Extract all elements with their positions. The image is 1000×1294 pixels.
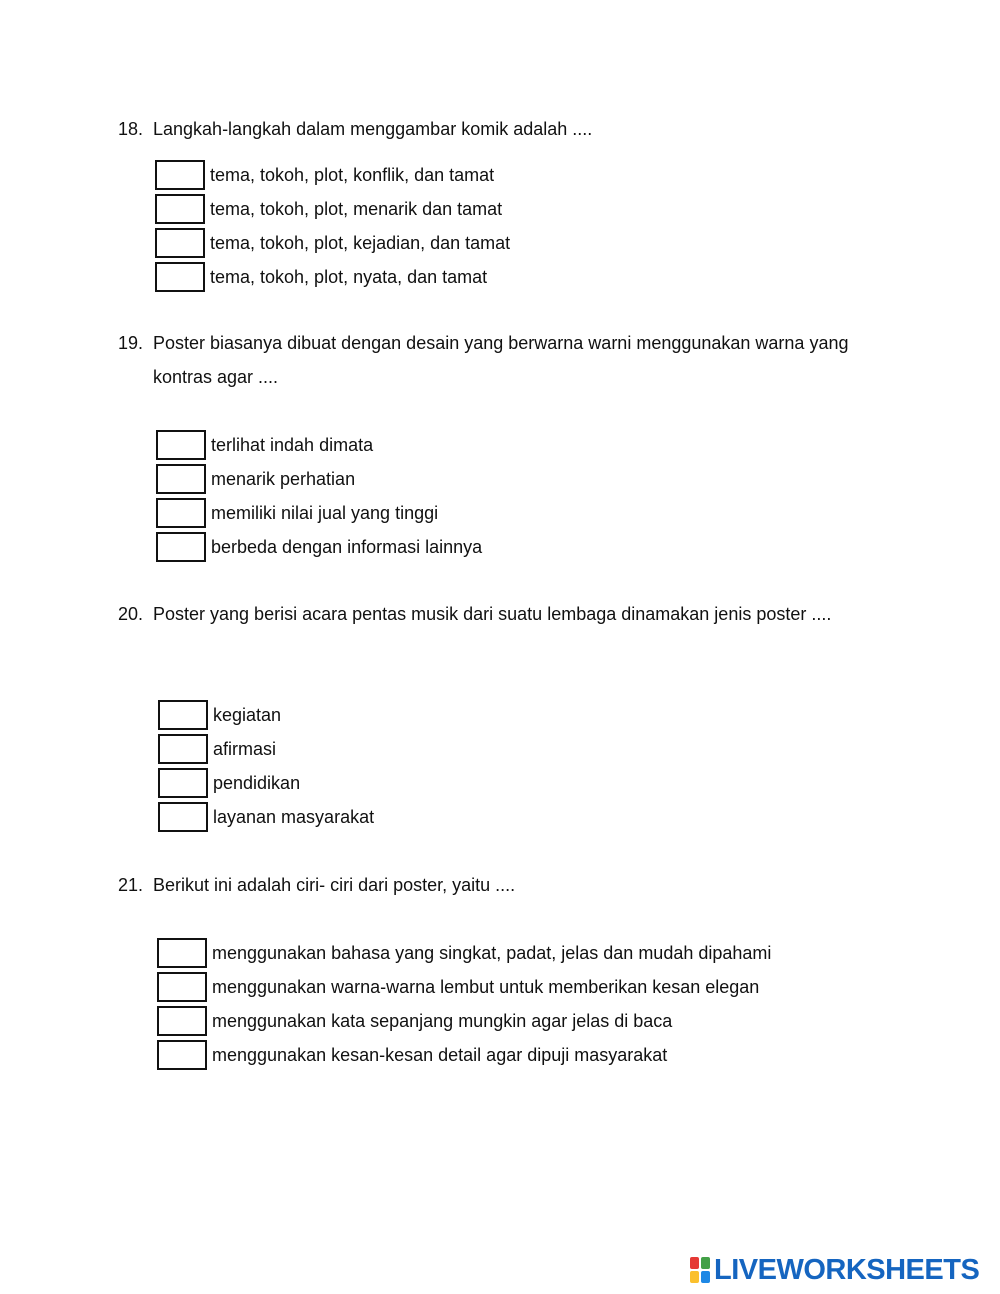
answer-checkbox[interactable] bbox=[158, 734, 208, 764]
answer-checkbox[interactable] bbox=[155, 262, 205, 292]
option-label: afirmasi bbox=[213, 738, 277, 759]
answer-checkbox[interactable] bbox=[156, 430, 206, 460]
answer-checkbox[interactable] bbox=[155, 194, 205, 224]
answer-checkbox[interactable] bbox=[156, 464, 206, 494]
option-item bbox=[158, 734, 276, 764]
answer-checkbox[interactable] bbox=[156, 532, 206, 562]
option-item bbox=[158, 768, 300, 798]
option-label: tema, tokoh, plot, menarik dan tamat bbox=[210, 198, 503, 219]
answer-checkbox[interactable] bbox=[157, 1006, 207, 1036]
option-item bbox=[157, 1006, 672, 1036]
option-label: menggunakan warna-warna lembut untuk memberikan kesan elegan bbox=[212, 976, 760, 997]
option-label: menggunakan bahasa yang singkat, padat, jelas dan mudah dipahami bbox=[212, 942, 772, 963]
answer-checkbox[interactable] bbox=[158, 768, 208, 798]
answer-checkbox[interactable] bbox=[155, 228, 205, 258]
question-text: Langkah-langkah dalam menggambar komik adalah .... bbox=[153, 119, 593, 139]
option-label: pendidikan bbox=[213, 772, 301, 793]
option-item bbox=[157, 938, 771, 968]
question-number: 18. bbox=[118, 119, 144, 139]
option-item bbox=[157, 972, 759, 1002]
answer-checkbox[interactable] bbox=[158, 802, 208, 832]
option-label: menarik perhatian bbox=[211, 468, 356, 489]
question-number: 19. bbox=[118, 333, 144, 353]
option-item bbox=[155, 228, 510, 258]
answer-checkbox[interactable] bbox=[157, 1040, 207, 1070]
option-label: kegiatan bbox=[213, 704, 282, 725]
answer-checkbox[interactable] bbox=[155, 160, 205, 190]
option-item bbox=[155, 194, 502, 224]
question-number: 20. bbox=[118, 604, 144, 624]
option-item bbox=[156, 430, 373, 460]
answer-checkbox[interactable] bbox=[157, 938, 207, 968]
answer-checkbox[interactable] bbox=[158, 700, 208, 730]
option-item bbox=[157, 1040, 667, 1070]
liveworksheets-logo bbox=[690, 1254, 979, 1286]
option-item bbox=[156, 498, 438, 528]
question-text: Berikut ini adalah ciri- ciri dari poster, yaitu .... bbox=[153, 875, 516, 895]
option-item bbox=[155, 160, 494, 190]
question-text: Poster biasanya dibuat dengan desain yang berwarna warni menggunakan warna yang kontras agar .... bbox=[153, 333, 849, 387]
option-item bbox=[156, 464, 355, 494]
option-item bbox=[158, 700, 281, 730]
answer-checkbox[interactable] bbox=[156, 498, 206, 528]
option-item bbox=[158, 802, 374, 832]
logo-blocks-icon bbox=[690, 1257, 710, 1283]
option-label: memiliki nilai jual yang tinggi bbox=[211, 502, 439, 523]
question-text: Poster yang berisi acara pentas musik dari suatu lembaga dinamakan jenis poster .... bbox=[153, 604, 832, 624]
brand-name: LIVEWORKSHEETS bbox=[714, 1253, 980, 1286]
option-label: layanan masyarakat bbox=[213, 806, 375, 827]
question-number: 21. bbox=[118, 875, 144, 895]
option-label: tema, tokoh, plot, kejadian, dan tamat bbox=[210, 232, 511, 253]
option-item bbox=[155, 262, 487, 292]
option-label: menggunakan kesan-kesan detail agar dipuji masyarakat bbox=[212, 1044, 668, 1065]
option-label: tema, tokoh, plot, nyata, dan tamat bbox=[210, 266, 488, 287]
option-item bbox=[156, 532, 482, 562]
option-label: berbeda dengan informasi lainnya bbox=[211, 536, 483, 557]
answer-checkbox[interactable] bbox=[157, 972, 207, 1002]
option-label: tema, tokoh, plot, konflik, dan tamat bbox=[210, 164, 495, 185]
option-label: terlihat indah dimata bbox=[211, 434, 374, 455]
option-label: menggunakan kata sepanjang mungkin agar jelas di baca bbox=[212, 1010, 673, 1031]
